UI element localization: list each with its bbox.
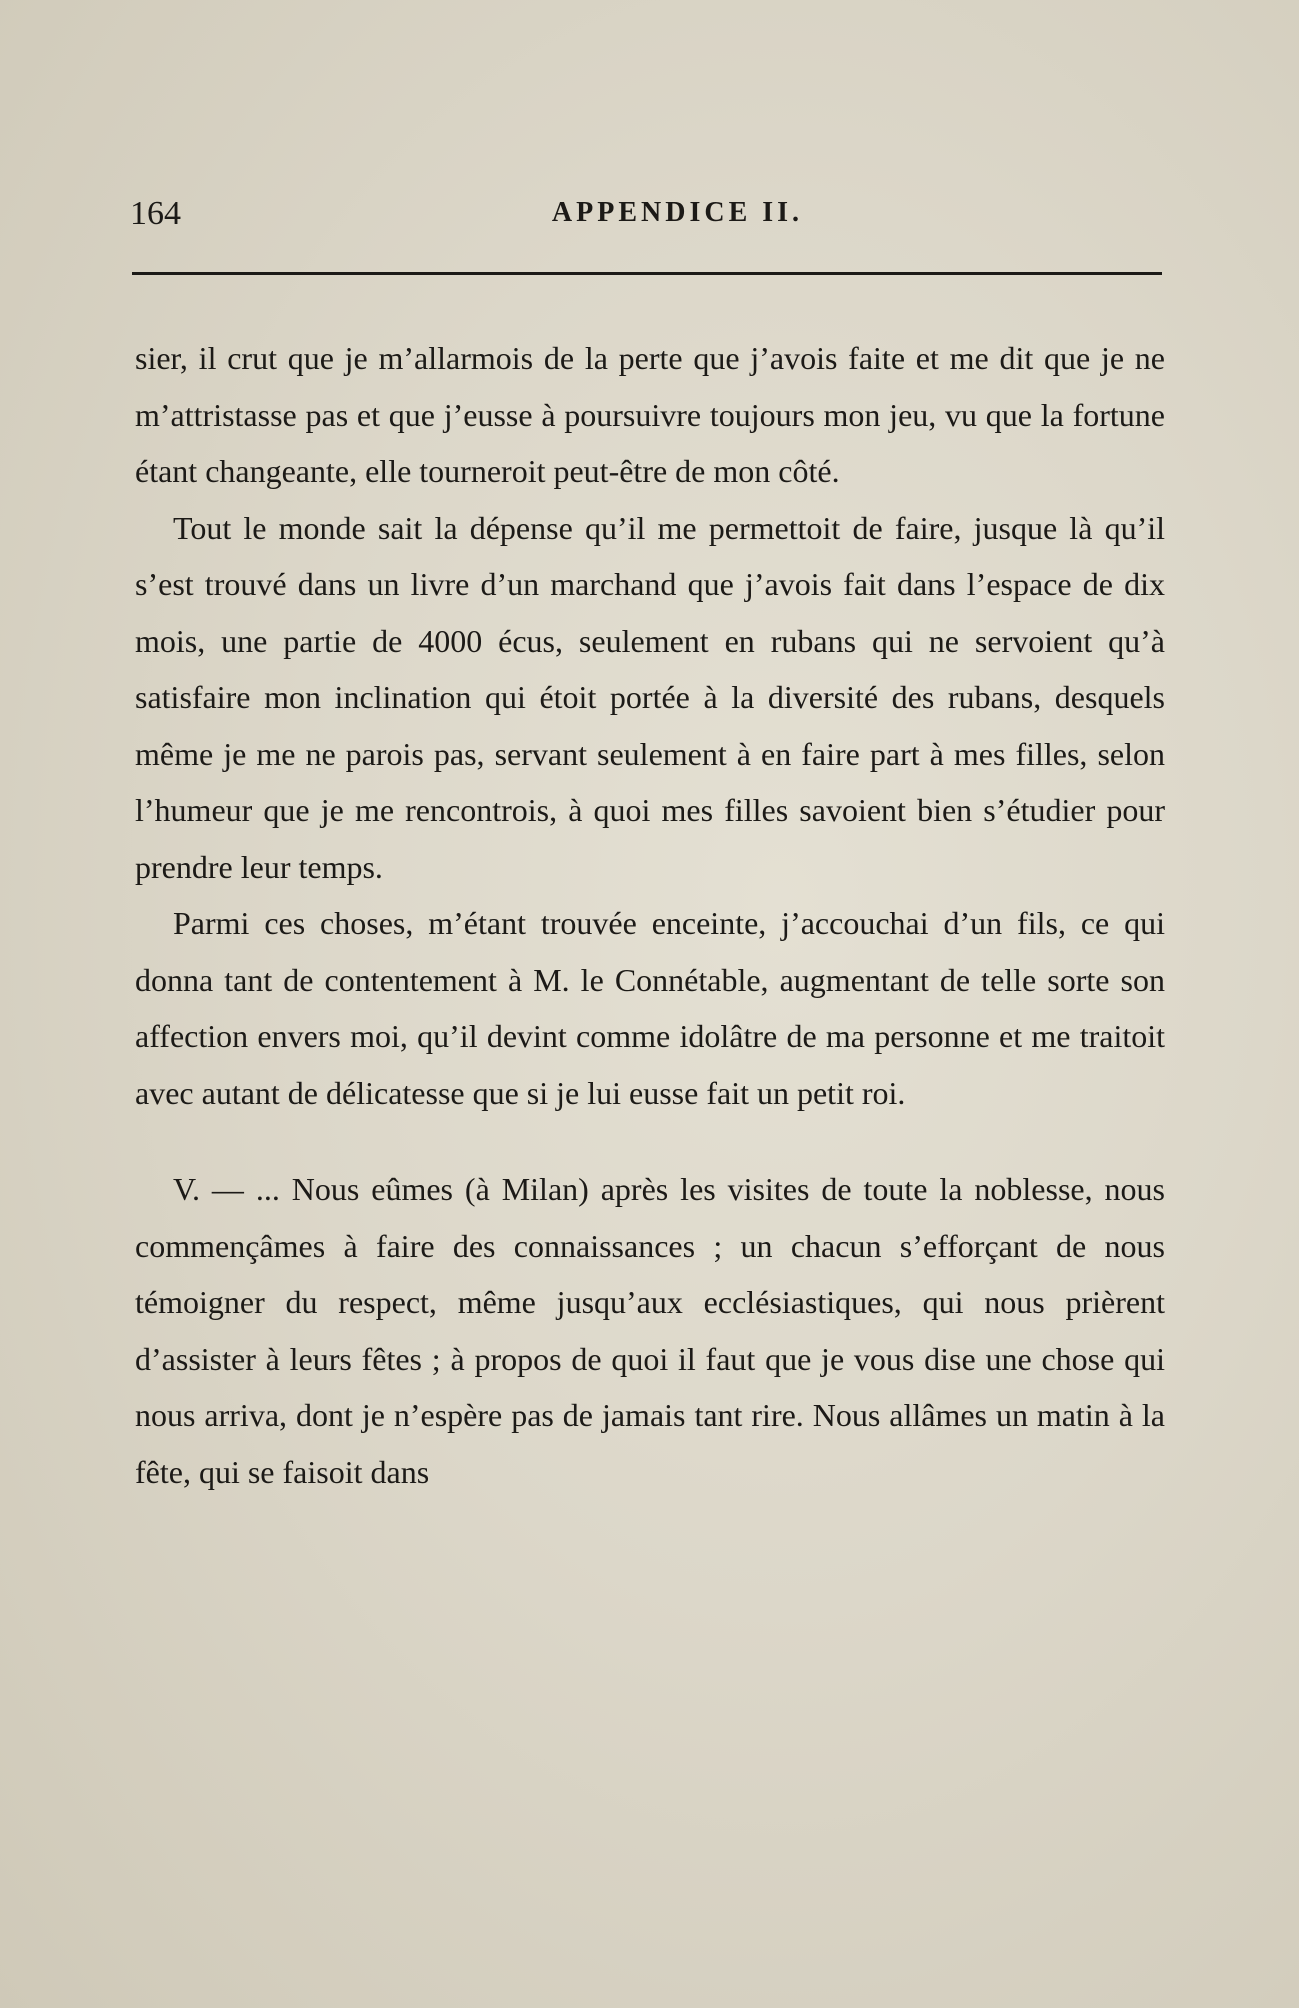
paragraph: Tout le monde sait la dépense qu’il me permettoit de faire, jusque là qu’il s’est trouvé dans un livre d’un marchand que j’avois fait dans l’espace de dix mois, une partie de 4000 écus, seulement en rubans qui ne servoient qu’à satisfaire mon inclination qui étoit portée à la diversité des rubans, desquels même je me ne parois pas, servant seulement à en faire part à mes filles, selon l’humeur que je me rencontrois, à quoi mes filles savoient bien s’étudier pour prendre leur temps. <box>135 509 1165 885</box>
body-text <box>135 330 1165 1500</box>
paragraph: Parmi ces choses, m’étant trouvée enceinte, j’accouchai d’un fils, ce qui donna tant de contentement à M. le Connétable, augmentant de telle sorte son affection envers moi, qu’il devint comme idolâtre de ma personne et me traitoit avec autant de délicatesse que si je lui eusse fait un petit roi. <box>135 905 1165 1111</box>
page-number: 164 <box>130 195 181 232</box>
paragraph-continuation: sier, il crut que je m’allarmois de la perte que j’avois faite et me dit que je ne m’attristasse pas et que j’eusse à poursuivre toujours mon jeu, vu que la fortune étant changeante, elle tourneroit peut-être de mon côté. <box>135 340 1165 489</box>
page-header <box>130 195 1165 255</box>
header-rule <box>132 272 1162 275</box>
running-head: APPENDICE II. <box>551 197 804 228</box>
section-gap <box>135 1121 1165 1161</box>
paragraph-section-v: V. — ... Nous eûmes (à Milan) après les visites de toute la noblesse, nous commençâmes à faire des connaissances ; un chacun s’efforçant de nous témoigner du respect, même jusqu’aux ecclésiastiques, qui nous prièrent d’assister à leurs fêtes ; à propos de quoi il faut que je vous dise une chose qui nous arriva, dont je n’espère pas de jamais tant rire. Nous allâmes un matin à la fête, qui se faisoit dans <box>135 1171 1165 1490</box>
